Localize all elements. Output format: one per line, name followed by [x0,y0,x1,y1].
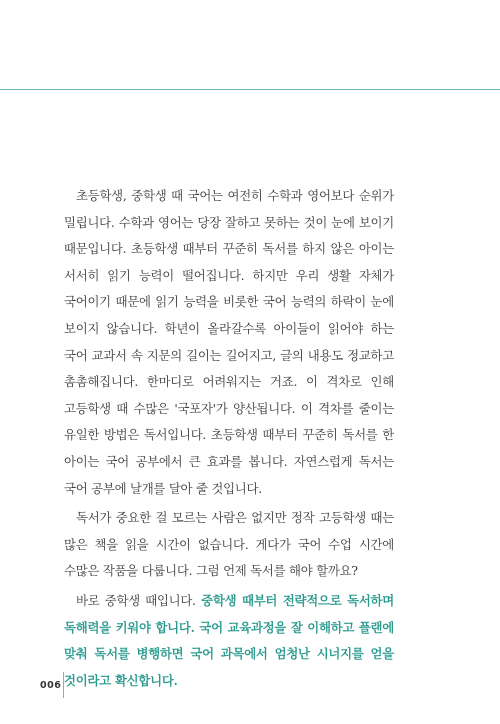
paragraph-3 [64,588,394,694]
body-text [64,183,394,697]
paragraph-1-text: 초등학생, 중학생 때 국어는 여전히 수학과 영어보다 순위가 밀립니다. 수학과 영어는 당장 잘하고 못하는 것이 눈에 보이기 때문입니다. 초등학생 때부터 꾸준히 독서를 하지 않은 아이는 서서히 읽기 능력이 떨어집니다. 하지만 우리 생활 자체가 국어이기 때문에 읽기 능력을 비롯한 국어 능력의 하락이 눈에 보이지 않습니다. 학년이 올라갈수록 아이들이 읽어야 하는 국어 교과서 속 지문의 길이는 길어지고, 글의 내용도 정교하고 촘촘해집니다. 한마디로 어려워지는 거죠. 이 격차로 인해 고등학생 때 수많은 '국포자'가 양산됩니다. 이 격차를 줄이는 유일한 방법은 독서입니다. 초등학생 때부터 꾸준히 독서를 한 아이는 국어 공부에서 큰 효과를 봅니다. 자연스럽게 독서는 국어 공부에 날개를 달아 줄 것입니다. [64,188,394,496]
highlighted-sentence: 중학생 때부터 전략적으로 독서하며 독해력을 키워야 합니다. 국어 교육과정을 잘 이해하고 플랜에 맞춰 독서를 병행하면 국어 과목에서 엄청난 시너지를 얻을 것이라고 확신합니다. [64,592,394,688]
paragraph-2-text: 독서가 중요한 걸 모르는 사람은 없지만 정작 고등학생 때는 많은 책을 읽을 시간이 없습니다. 게다가 국어 수업 시간에 수많은 작품을 다룹니다. 그럼 언제 독서를 해야 할까요? [64,510,394,579]
paragraph-1 [64,183,394,502]
paragraph-3-text: 바로 중학생 때입니다. [76,592,202,608]
paragraph-2 [64,505,394,585]
header-rule [0,89,500,90]
page-number: 006 [40,680,62,691]
page-number-divider [63,672,64,698]
